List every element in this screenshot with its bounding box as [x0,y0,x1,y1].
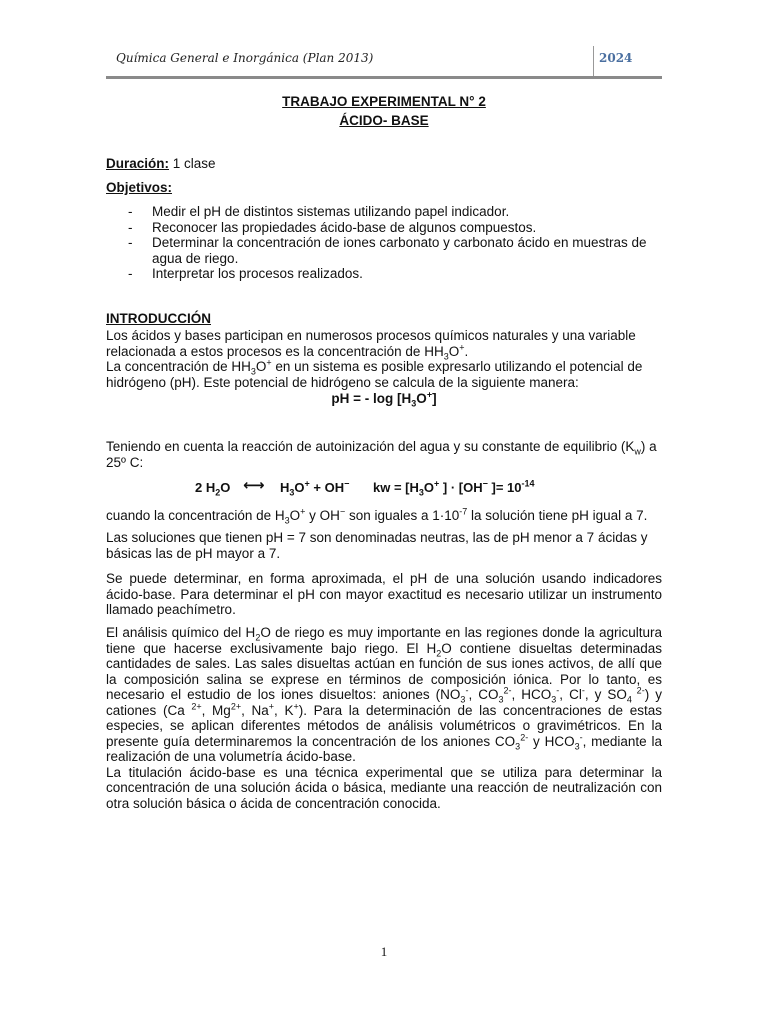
intro-heading-text: INTRODUCCIÓN [106,311,211,326]
page-header [106,46,662,79]
page-number: 1 [380,944,388,959]
intro-paragraph-2: Teniendo en cuenta la reacción de autoinización del agua y su constante de equilibrio $(K_w)$ a 25º C: [106,439,657,470]
intro-paragraph-3: cuando la concentración de $H_3O^+$ y OH− son iguales a $1\cdot 10^{-7}$ la solución tiene pH igual a 7. [106,506,648,526]
list-item [128,220,648,236]
intro-heading [106,311,211,327]
objective-text: Determinar la concentración de iones carbonato y carbonato ácido en muestras de agua de riego. [152,235,647,266]
bullet-dash: - [128,204,133,219]
objective-text: Reconocer las propiedades ácido-base de algunos compuestos. [152,219,537,235]
list-item [128,266,648,282]
intro-paragraph-6: El análisis químico del $H_2O$ de riego es muy importante en las regiones donde la agricultura tiene que hacerse exclusivamente bajo riego. El $H_2O$ contiene disueltas determinadas cantidades de sales. Las sales disueltas actúan en función de sus iones activos, de allí que la composición salina se exprese en términos de composición iónica. Por lo tanto, es necesario el estudio de los iones disueltos: aniones ($NO_3^-$, $CO_3^{2-}$, $HCO_3^-$, Cl-, y $SO_4$ $^{2-}$) y cationes (Ca $^{2+}$, $Mg^{2+}$, Na+, K+). Para la determinación de las concentraciones de estas especies, se aplican diferentes métodos de análisis volumétricos o gravimétricos. En la presente guía determinaremos la concentración de los aniones $CO_3^{2-}$ y $HCO_3^-$, mediante la realización de una volumetría ácido-base. La titulación ácido-base es una técnica experimental que se utiliza para determinar la concentración de una solución ácida o básica, mediante una reacción de neutralización con otra solución básica o ácida de concentración conocida. [106,625,663,811]
bullet-dash: - [128,219,133,235]
duration-value: 1 clase [169,156,216,171]
list-item [128,235,648,266]
intro-paragraph-4: Las soluciones que tienen pH = 7 son denominadas neutras, las de pH menor a 7 ácidas y básicas las de pH mayor a 7. [106,530,648,561]
objectives-list [128,204,648,282]
intro-paragraph-5: Se puede determinar, en forma aproximada, el pH de una solución usando indicadores ácido-base. Para determinar el pH con mayor exactitud es necesario utilizar un instrumento llamado peachímetro. [106,571,662,617]
bullet-dash: - [128,235,133,250]
objective-text: Interpretar los procesos realizados. [152,266,363,281]
water-equation-right: $H_3O^+ + OH^-$ [280,478,350,498]
header-divider [593,46,594,76]
ph-formula: pH = - $\log [H_3O^+]$ [331,389,437,409]
duration-line [106,156,216,172]
equilibrium-arrow-icon: ⟷ [243,477,265,494]
duration-label: Duración: [106,156,170,171]
objectives-heading [106,180,172,196]
objectives-label: Objetivos: [106,180,173,195]
objective-text: Medir el pH de distintos sistemas utilizando papel indicador. [152,204,510,219]
course-title: Química General e Inorgánica (Plan 2013) [116,51,374,65]
water-equation-left: 2 $H_2O$ [195,480,231,498]
intro-paragraph-1: Los ácidos y bases participan en numerosos procesos químicos naturales y una variable relacionada a estos procesos es la concentración de $HH_3O^+$. La concentración de $HH_3O^+$ en un sistema es posible expresarlo utilizando el potencial de hidrógeno (pH). Este potencial de hidrógeno se calcula de la siguiente manera: [106,328,643,390]
bullet-dash: - [128,266,133,281]
document-title: TRABAJO EXPERIMENTAL N° 2 [282,94,486,109]
document-subtitle: ÁCIDO- BASE [339,113,429,128]
kw-equation: kw = [$H_3O^+$ ] · [OH− ]= $10^{-14}$ [373,478,535,498]
list-item [128,204,648,220]
header-year: 2024 [599,51,633,65]
